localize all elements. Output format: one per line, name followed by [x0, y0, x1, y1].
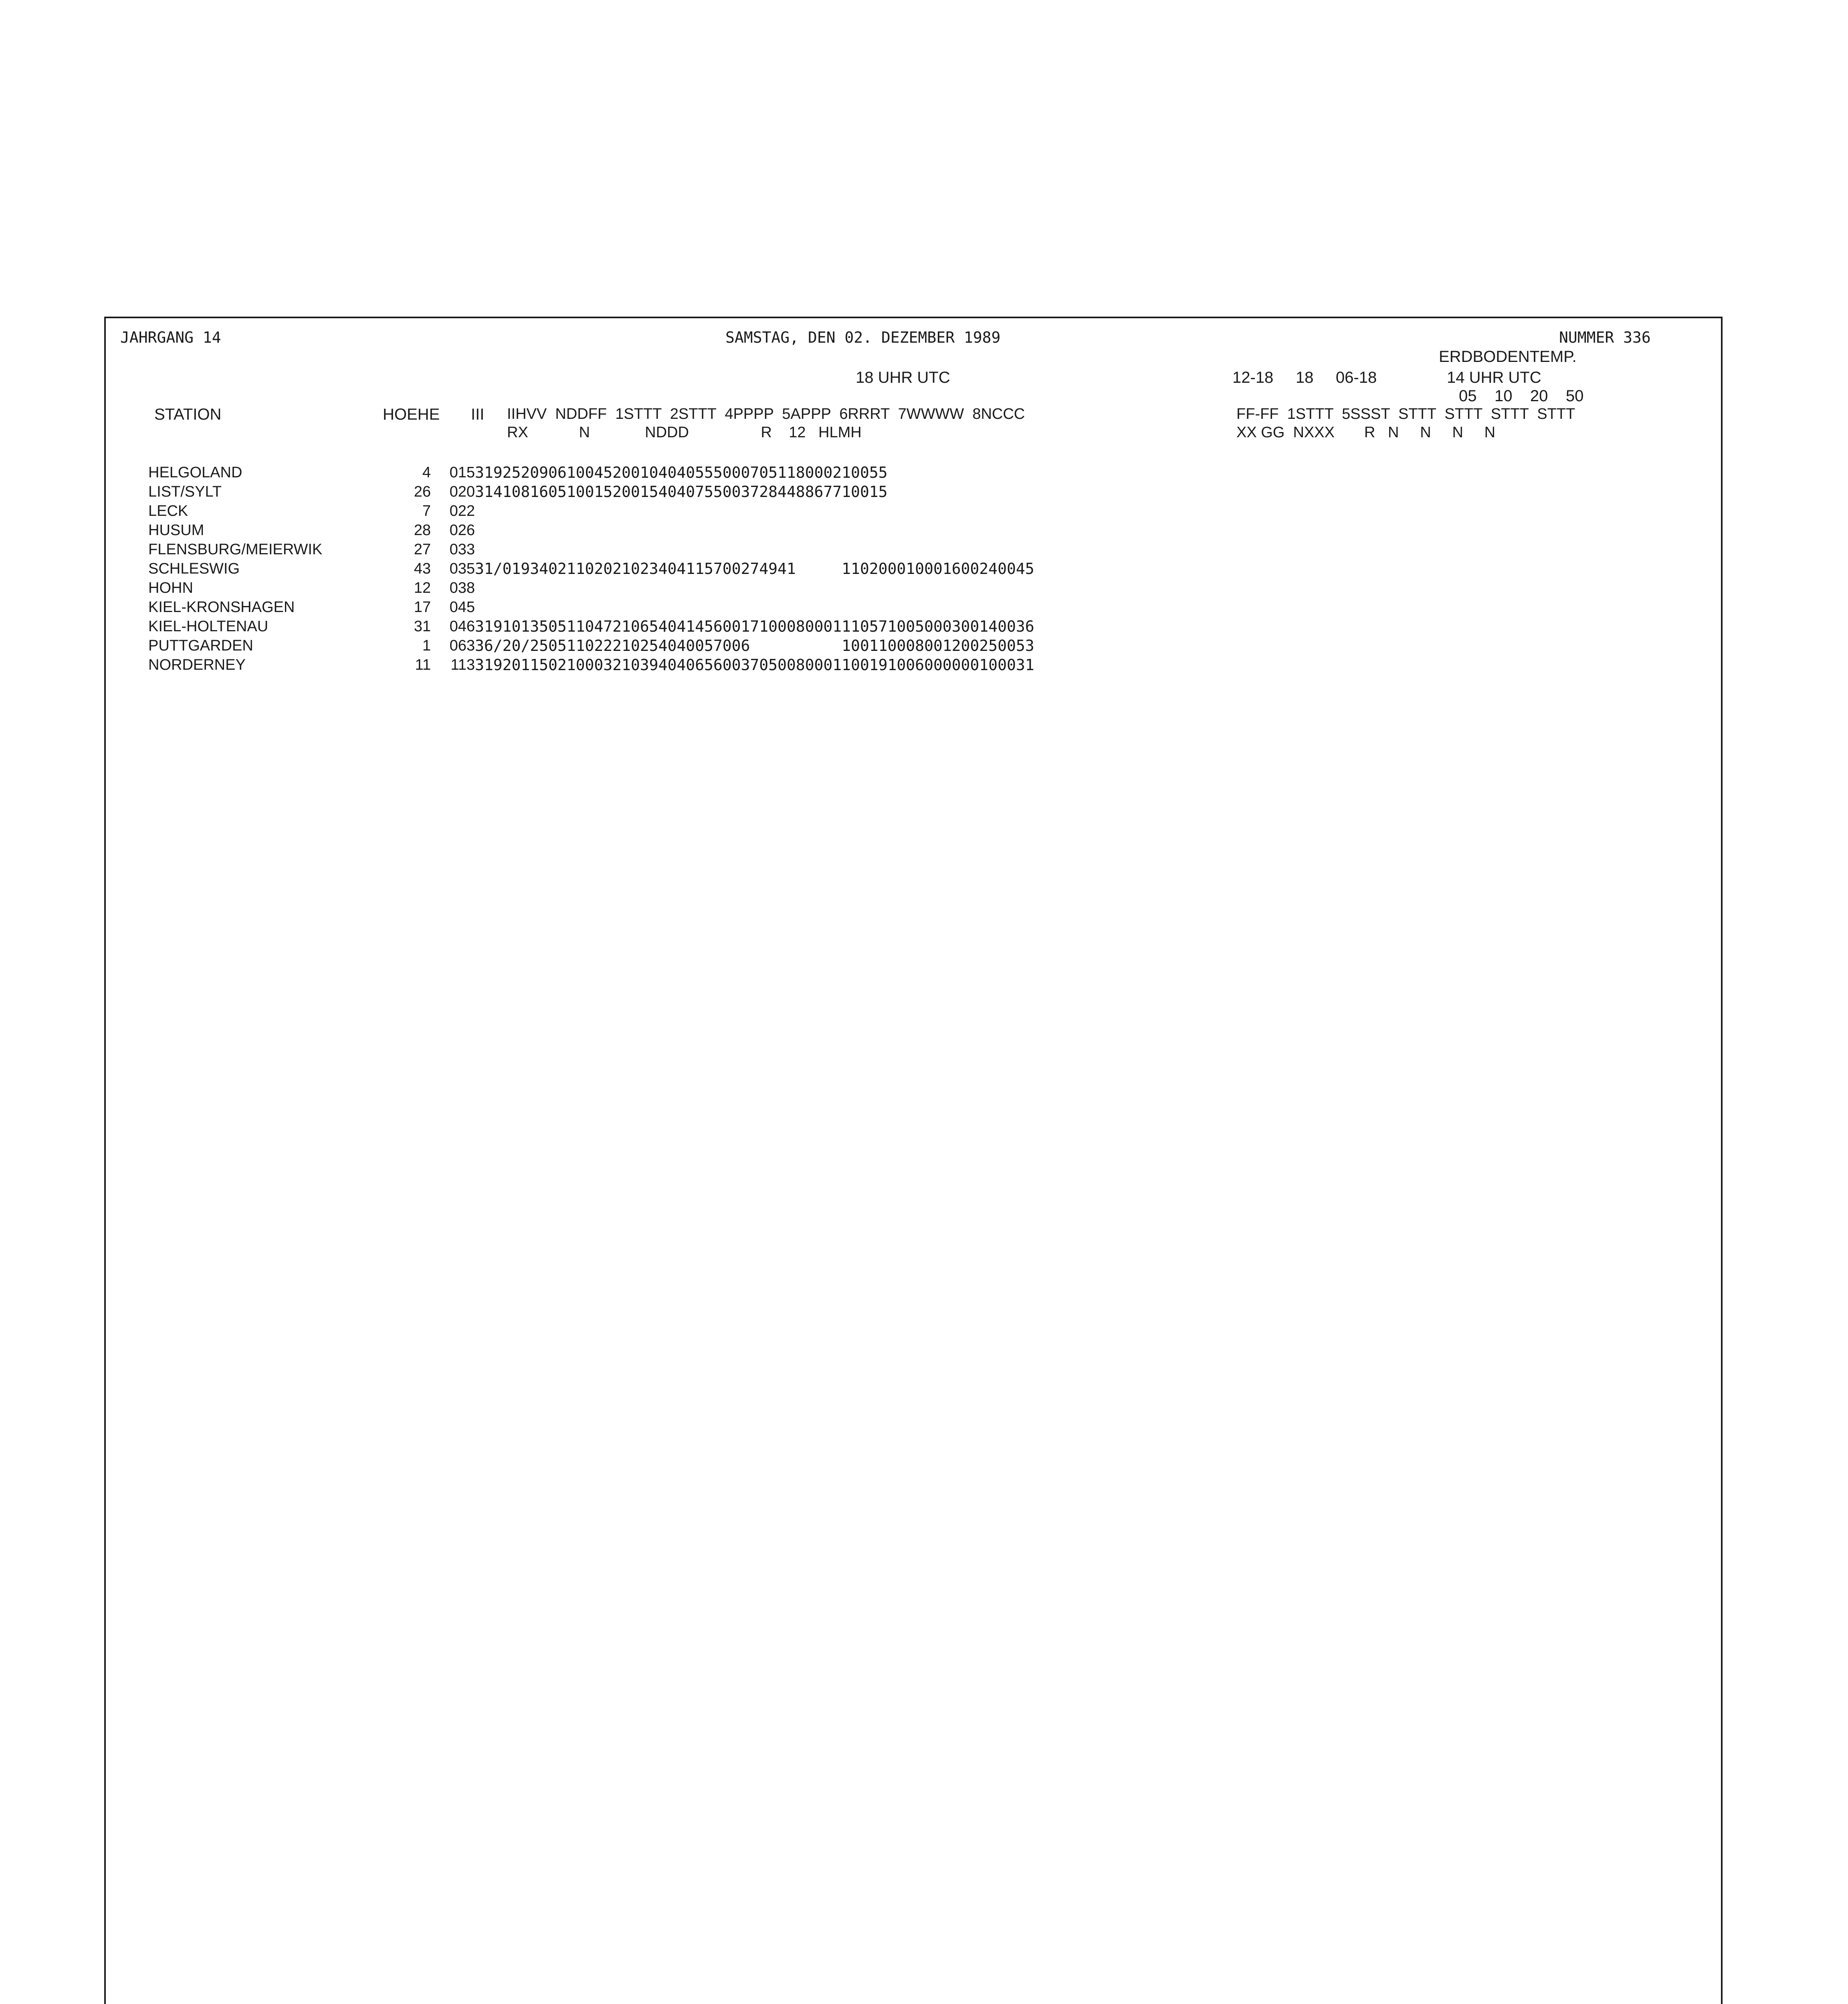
observation-value: 80001	[796, 618, 842, 635]
station-row	[148, 482, 1034, 501]
observation-value	[521, 578, 566, 598]
station-id: 063	[449, 637, 475, 654]
station-id: 113	[450, 656, 475, 673]
station-row	[148, 521, 1034, 540]
observation-value	[924, 521, 961, 540]
observation-value	[521, 540, 566, 559]
station-id: 015	[449, 464, 475, 481]
observation-value: 1005	[887, 618, 925, 635]
observation-value	[998, 482, 1034, 501]
station-id: 033	[449, 541, 475, 558]
station-id: 020	[449, 483, 475, 500]
observation-value	[750, 636, 796, 655]
observation-value	[924, 598, 961, 617]
right-column-headings: FF-FF 1STTT 5SSST STTT STTT STTT STTT	[1236, 406, 1575, 422]
observation-value: 31920	[475, 656, 521, 674]
observation-value: 21039	[612, 656, 658, 674]
observation-value: 10019	[842, 656, 888, 674]
observation-value: 72844	[750, 483, 796, 501]
observation-value	[888, 540, 925, 559]
station-name: PUTTGARDEN	[148, 637, 253, 654]
observation-value: 10015	[566, 483, 613, 501]
hoehe-column-heading: HOEHE	[383, 406, 440, 423]
observation-value	[796, 559, 842, 578]
station-name: LECK	[148, 502, 188, 519]
station-height: 1	[422, 637, 431, 654]
station-height: 11	[415, 656, 431, 673]
observation-value: 0045	[998, 560, 1034, 578]
observation-value: 0010	[887, 560, 925, 578]
observation-value	[961, 521, 998, 540]
observation-value: 81605	[521, 483, 567, 501]
soil-temp-heading: ERDBODENTEMP.	[1439, 348, 1577, 366]
observation-value	[475, 540, 521, 559]
observation-value	[842, 521, 887, 540]
observation-value	[961, 578, 998, 598]
observation-value	[924, 540, 961, 559]
observation-value: 70500	[750, 656, 796, 674]
observation-value: 0008	[887, 637, 925, 655]
observation-value	[796, 501, 842, 521]
station-row	[148, 501, 1034, 521]
observation-value	[888, 482, 925, 501]
station-height: 28	[414, 521, 431, 539]
observation-value: 10011	[842, 637, 888, 655]
observation-value: 55003	[704, 483, 750, 501]
observation-value: 57006	[704, 637, 750, 655]
observation-value: 40411	[658, 560, 704, 578]
observation-value	[796, 598, 842, 617]
observation-value	[888, 598, 925, 617]
observation-value: 57002	[704, 560, 750, 578]
station-height: 4	[422, 464, 431, 481]
observation-value	[750, 521, 796, 540]
observation-value: 40405	[658, 464, 704, 481]
observation-value	[998, 521, 1034, 540]
observation-value	[998, 501, 1034, 521]
station-id: 035	[449, 560, 475, 577]
date-label: SAMSTAG, DEN 02. DEZEMBER 1989	[725, 329, 1001, 346]
observation-value: 80001	[796, 656, 842, 674]
observation-value: 0024	[961, 560, 998, 578]
observation-value: 40407	[658, 483, 704, 501]
observation-value	[567, 540, 612, 559]
observation-value	[567, 578, 612, 598]
observation-value: 80002	[796, 464, 842, 481]
observation-value: 0000	[924, 656, 961, 674]
observation-value	[612, 501, 658, 521]
observation-value	[842, 540, 887, 559]
station-height: 43	[414, 560, 431, 577]
station-name: HUSUM	[148, 521, 204, 539]
observation-value	[998, 540, 1034, 559]
observation-value	[704, 540, 750, 559]
observation-value: 11020	[566, 560, 613, 578]
observation-value	[888, 578, 925, 598]
station-row	[148, 617, 1034, 636]
observation-value: 13505	[521, 618, 567, 635]
observation-value	[750, 578, 796, 598]
code-column-headings: IIHVV NDDFF 1STTT 2STTT 4PPPP 5APPP 6RRRT 7WWWW 8NCCC	[507, 406, 1025, 422]
observation-value	[475, 521, 521, 540]
observation-value: 21023	[612, 560, 658, 578]
observation-value	[750, 598, 796, 617]
observation-value: 31410	[475, 483, 521, 501]
observation-value: 70511	[750, 464, 796, 481]
station-id: 046	[449, 618, 475, 635]
station-name: SCHLESWIG	[148, 560, 240, 577]
observation-value: 20906	[521, 464, 567, 481]
observation-value: 11047	[566, 618, 613, 635]
observation-value	[658, 501, 704, 521]
observation-value: 21025	[612, 637, 658, 655]
observation-value: 11502	[521, 656, 567, 674]
observation-value	[924, 578, 961, 598]
observation-value: 11020	[842, 560, 888, 578]
station-height: 12	[414, 579, 431, 596]
station-height: 17	[414, 598, 431, 616]
station-name: KIEL-KRONSHAGEN	[148, 598, 295, 616]
station-name: HOHN	[148, 579, 193, 596]
observation-value: 0016	[924, 560, 961, 578]
station-height: 31	[414, 618, 431, 635]
observation-value	[658, 540, 704, 559]
observation-value: 36/20	[475, 637, 521, 655]
observation-value: 0010	[961, 656, 998, 674]
observation-value	[961, 482, 998, 501]
observation-table-body	[148, 463, 1034, 675]
time-14-heading: 14 UHR UTC	[1447, 369, 1541, 386]
station-name: KIEL-HOLTENAU	[148, 618, 269, 635]
observation-value: 31910	[475, 618, 521, 635]
station-row	[148, 655, 1034, 675]
iii-column-heading: III	[471, 406, 485, 423]
station-name: HELGOLAND	[148, 464, 242, 481]
observation-value	[961, 501, 998, 521]
station-row	[148, 559, 1034, 578]
observation-value	[750, 540, 796, 559]
observation-value: 10003	[566, 656, 613, 674]
station-row	[148, 598, 1034, 617]
observation-value	[658, 578, 704, 598]
observation-value	[612, 540, 658, 559]
observation-value	[888, 521, 925, 540]
observation-value: /2505	[521, 637, 567, 655]
observation-value	[796, 636, 842, 655]
station-height: 27	[414, 541, 431, 558]
issue-number: NUMMER 336	[1559, 329, 1651, 346]
observation-value: 31/01	[475, 560, 521, 578]
period-heading: 12-18 18 06-18	[1232, 369, 1377, 386]
station-row	[148, 578, 1034, 598]
observation-value: 10045	[566, 464, 613, 481]
observation-value	[612, 598, 658, 617]
observation-value	[842, 501, 887, 521]
observation-value	[612, 578, 658, 598]
observation-value	[796, 540, 842, 559]
observation-value	[475, 598, 521, 617]
observation-value	[704, 578, 750, 598]
station-row	[148, 540, 1034, 559]
observation-table	[148, 463, 1034, 675]
observation-value: 56001	[704, 618, 750, 635]
observation-value	[475, 501, 521, 521]
observation-value	[521, 598, 566, 617]
observation-value: 93402	[521, 560, 567, 578]
station-height: 7	[422, 502, 431, 519]
station-id: 022	[449, 502, 475, 519]
code-column-subheadings: RX N NDDD R 12 HLMH	[507, 424, 862, 441]
station-id: 038	[449, 579, 475, 596]
observation-value	[924, 501, 961, 521]
observation-value	[924, 463, 961, 482]
observation-value: 40400	[658, 637, 704, 655]
observation-value: 0014	[961, 618, 998, 635]
observation-value	[567, 501, 612, 521]
observation-value	[998, 598, 1034, 617]
station-row	[148, 463, 1034, 482]
observation-value: 21065	[612, 618, 658, 635]
observation-value	[567, 521, 612, 540]
observation-value	[704, 598, 750, 617]
station-row	[148, 636, 1034, 655]
observation-value	[924, 482, 961, 501]
observation-value: 0031	[998, 656, 1034, 674]
right-column-subheadings: XX GG NXXX R N N N N	[1236, 424, 1496, 441]
observation-value: 11022	[566, 637, 613, 655]
observation-value: 0025	[961, 637, 998, 655]
observation-value: 0012	[924, 637, 961, 655]
observation-value	[961, 463, 998, 482]
observation-value	[658, 598, 704, 617]
station-name: FLENSBURG/MEIERWIK	[148, 541, 323, 558]
station-name: NORDERNEY	[148, 656, 246, 673]
observation-value: 11057	[842, 618, 888, 635]
observation-value: 55000	[704, 464, 750, 481]
observation-value	[704, 521, 750, 540]
observation-value	[842, 578, 887, 598]
observation-value	[521, 521, 566, 540]
station-name: LIST/SYLT	[148, 483, 222, 500]
depth-heading: 05 10 20 50	[1459, 387, 1584, 405]
station-column-heading: STATION	[154, 406, 222, 423]
observation-value: 40414	[658, 618, 704, 635]
observation-value	[961, 598, 998, 617]
observation-value: 74941	[750, 560, 796, 578]
observation-value	[888, 463, 925, 482]
observation-value	[658, 521, 704, 540]
observation-value: 0053	[998, 637, 1034, 655]
observation-value	[750, 501, 796, 521]
observation-value	[888, 501, 925, 521]
observation-value	[612, 521, 658, 540]
observation-value	[796, 578, 842, 598]
observation-value	[704, 501, 750, 521]
observation-value: 0036	[998, 618, 1034, 635]
observation-value	[998, 578, 1034, 598]
observation-value	[998, 463, 1034, 482]
station-id: 026	[449, 521, 475, 539]
observation-value	[796, 521, 842, 540]
observation-value: 88677	[796, 483, 842, 501]
station-id: 045	[449, 598, 475, 616]
observation-value	[961, 540, 998, 559]
observation-value: 31925	[475, 464, 521, 481]
volume-label: JAHRGANG 14	[120, 329, 221, 346]
observation-value: 40406	[658, 656, 704, 674]
observation-value: 1006	[887, 656, 925, 674]
observation-value: 20010	[612, 464, 658, 481]
observation-value	[475, 578, 521, 598]
observation-value: 71000	[750, 618, 796, 635]
observation-value: 0003	[924, 618, 961, 635]
observation-value	[521, 501, 566, 521]
observation-value: 56003	[704, 656, 750, 674]
observation-value: 10015	[842, 483, 888, 501]
observation-value	[842, 598, 887, 617]
observation-value: 20015	[612, 483, 658, 501]
time-18-heading: 18 UHR UTC	[856, 369, 950, 386]
station-height: 26	[414, 483, 431, 500]
observation-value	[567, 598, 612, 617]
observation-value: 10055	[842, 464, 888, 481]
